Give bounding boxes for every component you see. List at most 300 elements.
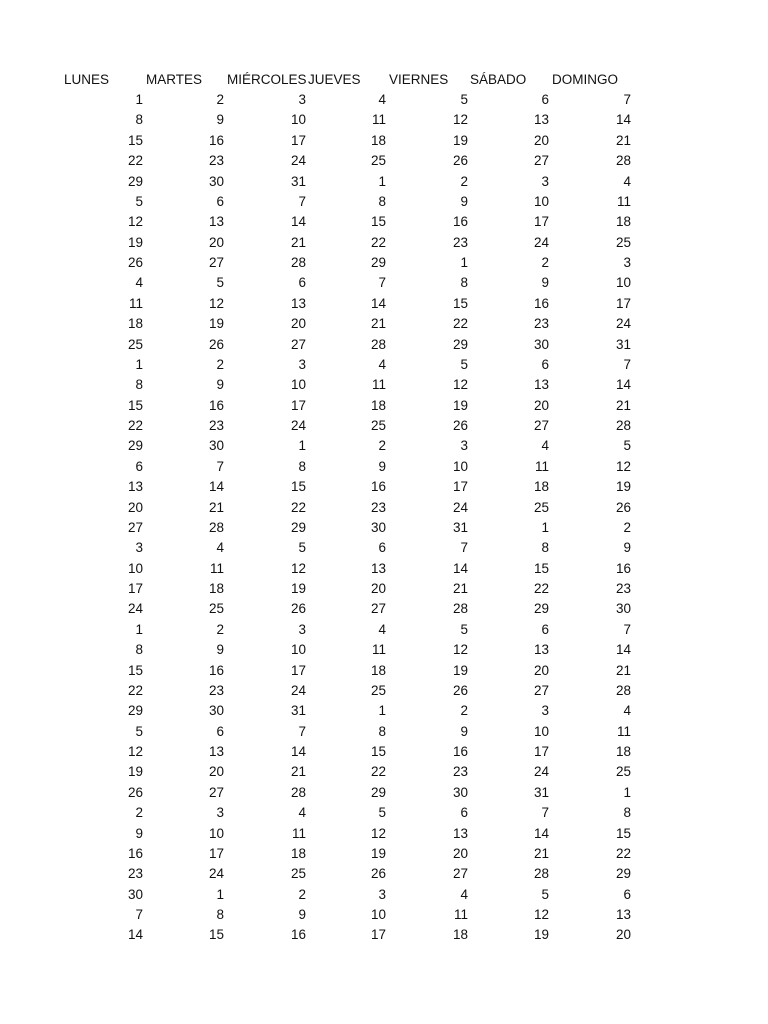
date-cell-miercoles: 14 [290, 744, 306, 759]
date-cell-domingo: 17 [615, 295, 631, 311]
date-cell-martes: 3 [216, 805, 224, 821]
date-cell-miercoles: 28 [290, 784, 306, 800]
date-cell-viernes: 5 [460, 621, 468, 637]
date-cell-sabado: 14 [533, 825, 549, 841]
date-cell-viernes: 27 [452, 866, 468, 882]
date-cell-sabado: 6 [541, 621, 549, 637]
date-cell-miercoles: 7 [298, 723, 306, 739]
table-row [54, 477, 644, 497]
date-cell-martes: 26 [208, 336, 224, 352]
date-cell-domingo: 9 [623, 540, 631, 556]
table-row [54, 640, 644, 660]
date-cell-sabado: 24 [533, 764, 549, 780]
date-cell-viernes: 8 [460, 275, 468, 291]
date-cell-martes: 15 [208, 927, 224, 943]
date-cell-miercoles: 31 [290, 173, 306, 189]
date-cell-domingo: 4 [623, 703, 631, 719]
date-cell-viernes: 23 [452, 764, 468, 780]
table-row [54, 151, 644, 171]
date-cell-lunes: 6 [135, 458, 143, 474]
date-cell-miercoles: 15 [290, 479, 306, 495]
date-cell-domingo: 29 [615, 866, 631, 882]
date-cell-viernes: 19 [452, 662, 468, 678]
date-cell-martes: 6 [216, 723, 224, 739]
date-cell-viernes: 26 [452, 153, 468, 169]
table-row [54, 294, 644, 314]
date-cell-sabado: 20 [533, 132, 549, 148]
date-cell-lunes: 26 [127, 784, 143, 800]
date-cell-jueves: 11 [371, 377, 386, 393]
date-cell-miercoles: 25 [290, 866, 306, 882]
date-cell-jueves: 16 [370, 479, 386, 495]
date-cell-miercoles: 1 [298, 438, 306, 454]
date-cell-martes: 13 [208, 214, 224, 230]
table-row [54, 620, 644, 640]
date-cell-jueves: 20 [370, 581, 386, 596]
date-cell-jueves: 14 [370, 295, 386, 311]
date-cell-viernes: 16 [452, 214, 468, 230]
date-cell-sabado: 3 [541, 703, 549, 719]
date-cell-viernes: 15 [452, 295, 468, 311]
date-cell-jueves: 17 [370, 927, 386, 943]
date-cell-martes: 12 [208, 295, 224, 311]
date-cell-lunes: 5 [135, 193, 143, 209]
date-cell-lunes: 22 [127, 418, 143, 433]
date-cell-sabado: 13 [533, 112, 549, 128]
header-jueves: JUEVES [308, 72, 361, 87]
date-cell-martes: 30 [208, 173, 224, 189]
date-cell-sabado: 6 [541, 356, 549, 372]
date-cell-jueves: 11 [371, 642, 386, 658]
date-cell-martes: 4 [216, 540, 224, 556]
date-cell-domingo: 21 [615, 397, 631, 413]
date-cell-viernes: 5 [460, 92, 468, 107]
date-cell-sabado: 9 [541, 275, 549, 291]
date-cell-viernes: 30 [452, 784, 468, 800]
date-cell-jueves: 10 [370, 907, 386, 922]
date-cell-jueves: 25 [370, 682, 386, 698]
date-cell-sabado: 8 [541, 540, 549, 556]
date-cell-miercoles: 12 [290, 560, 306, 576]
date-cell-sabado: 3 [541, 173, 549, 189]
date-cell-jueves: 2 [378, 438, 386, 454]
date-cell-domingo: 12 [615, 458, 631, 474]
table-row [54, 314, 644, 334]
date-cell-domingo: 25 [615, 234, 631, 250]
date-cell-martes: 21 [208, 499, 224, 515]
date-cell-martes: 11 [209, 560, 224, 576]
date-cell-domingo: 7 [623, 92, 631, 107]
header-lunes: LUNES [64, 72, 110, 87]
header-miercoles: MIÉRCOLES [227, 72, 307, 87]
date-cell-jueves: 7 [378, 275, 386, 291]
table-row [54, 192, 644, 212]
date-cell-domingo: 11 [616, 193, 631, 209]
date-cell-martes: 20 [208, 764, 224, 780]
date-cell-viernes: 26 [452, 418, 468, 433]
date-cell-jueves: 9 [378, 458, 386, 474]
table-row [54, 905, 644, 925]
table-row [54, 518, 644, 538]
date-cell-viernes: 2 [460, 703, 468, 719]
date-cell-viernes: 17 [452, 479, 468, 495]
table-row [54, 722, 644, 742]
date-cell-lunes: 22 [127, 682, 143, 698]
date-cell-viernes: 12 [452, 112, 468, 128]
date-cell-viernes: 20 [452, 845, 468, 861]
date-cell-lunes: 1 [135, 356, 143, 372]
date-cell-lunes: 10 [127, 560, 143, 576]
date-cell-martes: 7 [216, 458, 224, 474]
date-cell-miercoles: 3 [298, 92, 306, 107]
date-cell-martes: 30 [208, 703, 224, 719]
date-cell-miercoles: 17 [290, 397, 306, 413]
date-cell-jueves: 5 [378, 805, 386, 821]
date-cell-viernes: 31 [452, 519, 468, 535]
table-row [54, 375, 644, 395]
date-cell-lunes: 5 [135, 723, 143, 739]
date-cell-viernes: 12 [452, 642, 468, 658]
date-cell-lunes: 20 [127, 499, 143, 515]
date-cell-viernes: 4 [460, 886, 468, 902]
table-row [54, 233, 644, 253]
table-row [54, 457, 644, 477]
date-cell-domingo: 14 [615, 377, 631, 393]
date-cell-viernes: 16 [452, 744, 468, 759]
date-cell-domingo: 8 [623, 805, 631, 821]
table-row [54, 885, 644, 905]
weekday-header-row [54, 70, 644, 90]
date-cell-lunes: 11 [128, 295, 143, 311]
date-cell-sabado: 16 [533, 295, 549, 311]
date-cell-jueves: 22 [370, 764, 386, 780]
date-cell-sabado: 15 [533, 560, 549, 576]
date-cell-martes: 14 [208, 479, 224, 495]
date-cell-domingo: 5 [623, 438, 631, 454]
table-row [54, 416, 644, 436]
date-cell-martes: 16 [208, 662, 224, 678]
date-cell-jueves: 1 [378, 703, 386, 719]
date-cell-lunes: 19 [127, 234, 143, 250]
date-cell-lunes: 12 [127, 214, 143, 230]
date-cell-jueves: 15 [370, 214, 386, 230]
date-cell-domingo: 28 [615, 682, 631, 698]
date-cell-viernes: 26 [452, 682, 468, 698]
date-cell-martes: 6 [216, 193, 224, 209]
table-row [54, 90, 644, 110]
date-cell-viernes: 18 [452, 927, 468, 943]
date-cell-sabado: 5 [541, 886, 549, 902]
date-cell-miercoles: 26 [290, 601, 306, 617]
date-cell-domingo: 18 [615, 214, 631, 230]
date-cell-domingo: 20 [615, 927, 631, 943]
date-cell-lunes: 8 [135, 642, 143, 658]
date-cell-sabado: 11 [534, 458, 549, 474]
date-cell-viernes: 3 [460, 438, 468, 454]
table-row [54, 579, 644, 599]
date-cell-viernes: 24 [452, 499, 468, 515]
date-cell-miercoles: 9 [298, 907, 306, 922]
date-cell-martes: 23 [208, 153, 224, 169]
date-cell-lunes: 13 [127, 479, 143, 495]
date-cell-lunes: 24 [127, 601, 143, 617]
date-cell-lunes: 18 [127, 316, 143, 332]
date-cell-jueves: 6 [378, 540, 386, 556]
date-cell-sabado: 30 [533, 336, 549, 352]
date-cell-sabado: 17 [533, 214, 549, 230]
date-cell-sabado: 10 [533, 723, 549, 739]
date-cell-jueves: 27 [370, 601, 386, 617]
date-cell-viernes: 11 [453, 907, 468, 922]
date-cell-sabado: 20 [533, 662, 549, 678]
date-cell-miercoles: 4 [298, 805, 306, 821]
date-cell-domingo: 14 [615, 112, 631, 128]
table-row [54, 355, 644, 375]
date-cell-martes: 2 [216, 92, 224, 107]
date-cell-jueves: 23 [370, 499, 386, 515]
date-cell-jueves: 26 [370, 866, 386, 882]
table-row [54, 783, 644, 803]
date-cell-miercoles: 24 [290, 153, 306, 169]
date-cell-miercoles: 24 [290, 682, 306, 698]
table-row [54, 844, 644, 864]
date-cell-domingo: 31 [615, 336, 631, 352]
date-rows [54, 90, 644, 946]
date-cell-sabado: 22 [533, 581, 549, 596]
date-cell-domingo: 1 [623, 784, 631, 800]
date-cell-martes: 5 [216, 275, 224, 291]
header-sabado: SÁBADO [470, 72, 527, 87]
date-cell-viernes: 10 [452, 458, 468, 474]
table-row [54, 803, 644, 823]
date-cell-martes: 1 [216, 886, 224, 902]
date-cell-domingo: 13 [615, 907, 631, 922]
date-cell-miercoles: 10 [290, 642, 306, 658]
date-cell-jueves: 19 [370, 845, 386, 861]
date-cell-sabado: 21 [533, 845, 549, 861]
date-cell-jueves: 3 [378, 886, 386, 902]
date-cell-viernes: 9 [460, 723, 468, 739]
date-cell-lunes: 30 [127, 886, 143, 902]
date-cell-sabado: 18 [533, 479, 549, 495]
date-cell-viernes: 19 [452, 132, 468, 148]
date-cell-sabado: 31 [533, 784, 549, 800]
date-cell-jueves: 8 [378, 723, 386, 739]
date-cell-lunes: 12 [127, 744, 143, 759]
table-row [54, 864, 644, 884]
date-cell-miercoles: 29 [290, 519, 306, 535]
date-cell-miercoles: 18 [290, 845, 306, 861]
date-cell-viernes: 1 [460, 255, 468, 270]
date-cell-martes: 19 [208, 316, 224, 332]
table-row [54, 925, 644, 945]
date-cell-sabado: 13 [533, 642, 549, 658]
date-cell-martes: 2 [216, 621, 224, 637]
date-cell-domingo: 19 [615, 479, 631, 495]
date-cell-martes: 30 [208, 438, 224, 454]
date-cell-miercoles: 24 [290, 418, 306, 433]
date-cell-viernes: 19 [452, 397, 468, 413]
header-martes: MARTES [146, 72, 203, 87]
date-cell-martes: 28 [208, 519, 224, 535]
table-row [54, 498, 644, 518]
date-cell-jueves: 1 [378, 173, 386, 189]
date-cell-lunes: 23 [127, 866, 143, 882]
date-cell-lunes: 4 [135, 275, 143, 291]
date-cell-sabado: 6 [541, 92, 549, 107]
date-cell-miercoles: 19 [290, 581, 306, 596]
date-cell-viernes: 2 [460, 173, 468, 189]
date-cell-sabado: 29 [533, 601, 549, 617]
date-cell-jueves: 8 [378, 193, 386, 209]
date-cell-viernes: 9 [460, 193, 468, 209]
table-row [54, 212, 644, 232]
date-cell-viernes: 14 [452, 560, 468, 576]
date-cell-miercoles: 3 [298, 356, 306, 372]
date-cell-miercoles: 21 [290, 234, 306, 250]
date-cell-domingo: 24 [615, 316, 631, 332]
table-row [54, 396, 644, 416]
date-cell-domingo: 18 [615, 744, 631, 759]
date-cell-domingo: 4 [623, 173, 631, 189]
date-cell-sabado: 27 [533, 418, 549, 433]
date-cell-domingo: 16 [615, 560, 631, 576]
date-cell-sabado: 27 [533, 682, 549, 698]
date-cell-miercoles: 5 [298, 540, 306, 556]
date-cell-lunes: 3 [135, 540, 143, 556]
date-cell-jueves: 22 [370, 234, 386, 250]
date-cell-miercoles: 3 [298, 621, 306, 637]
date-cell-lunes: 7 [135, 907, 143, 922]
date-cell-lunes: 2 [135, 805, 143, 821]
date-cell-domingo: 23 [615, 581, 631, 596]
date-cell-viernes: 21 [452, 581, 468, 596]
date-cell-lunes: 26 [127, 255, 143, 270]
date-cell-domingo: 21 [615, 132, 631, 148]
date-cell-martes: 16 [208, 132, 224, 148]
calendar-sheet [54, 70, 644, 946]
date-cell-jueves: 13 [370, 560, 386, 576]
table-row [54, 110, 644, 130]
date-cell-martes: 23 [208, 418, 224, 433]
date-cell-martes: 23 [208, 682, 224, 698]
table-row [54, 273, 644, 293]
date-cell-sabado: 1 [541, 519, 549, 535]
date-cell-sabado: 7 [541, 805, 549, 821]
date-cell-martes: 9 [216, 642, 224, 658]
date-cell-jueves: 30 [370, 519, 386, 535]
date-cell-lunes: 9 [135, 825, 143, 841]
date-cell-domingo: 26 [615, 499, 631, 515]
date-cell-jueves: 4 [378, 621, 386, 637]
table-row [54, 681, 644, 701]
date-cell-miercoles: 7 [298, 193, 306, 209]
date-cell-sabado: 23 [533, 316, 549, 332]
date-cell-domingo: 3 [623, 255, 631, 270]
table-row [54, 742, 644, 762]
table-row [54, 599, 644, 619]
date-cell-lunes: 15 [127, 132, 143, 148]
table-row [54, 701, 644, 721]
date-cell-martes: 25 [208, 601, 224, 617]
date-cell-jueves: 29 [370, 784, 386, 800]
date-cell-lunes: 29 [127, 438, 143, 454]
date-cell-viernes: 13 [452, 825, 468, 841]
date-cell-lunes: 15 [127, 662, 143, 678]
date-cell-viernes: 5 [460, 356, 468, 372]
date-cell-sabado: 13 [533, 377, 549, 393]
table-row [54, 559, 644, 579]
table-row [54, 538, 644, 558]
date-cell-domingo: 30 [615, 601, 631, 617]
date-cell-miercoles: 20 [290, 316, 306, 332]
date-cell-domingo: 2 [623, 519, 631, 535]
date-cell-lunes: 25 [127, 336, 143, 352]
date-cell-lunes: 15 [127, 397, 143, 413]
date-cell-sabado: 25 [533, 499, 549, 515]
date-cell-miercoles: 22 [290, 499, 306, 515]
date-cell-lunes: 29 [127, 703, 143, 719]
date-cell-jueves: 18 [370, 662, 386, 678]
date-cell-viernes: 6 [460, 805, 468, 821]
date-cell-sabado: 19 [533, 927, 549, 943]
date-cell-sabado: 2 [541, 255, 549, 270]
table-row [54, 762, 644, 782]
date-cell-domingo: 14 [615, 642, 631, 658]
date-cell-lunes: 22 [127, 153, 143, 169]
date-cell-martes: 10 [208, 825, 224, 841]
date-cell-miercoles: 2 [298, 886, 306, 902]
date-cell-martes: 17 [208, 845, 224, 861]
date-cell-sabado: 27 [533, 153, 549, 169]
date-cell-sabado: 24 [533, 234, 549, 250]
date-cell-lunes: 1 [135, 92, 143, 107]
date-cell-sabado: 28 [533, 866, 549, 882]
date-cell-jueves: 12 [370, 825, 386, 841]
date-cell-martes: 20 [208, 234, 224, 250]
date-cell-martes: 8 [216, 907, 224, 922]
date-cell-martes: 18 [208, 581, 224, 596]
date-cell-martes: 9 [216, 112, 224, 128]
date-cell-jueves: 28 [370, 336, 386, 352]
date-cell-martes: 27 [208, 255, 224, 270]
table-row [54, 824, 644, 844]
date-cell-domingo: 28 [615, 153, 631, 169]
table-row [54, 661, 644, 681]
date-cell-viernes: 7 [460, 540, 468, 556]
date-cell-domingo: 7 [623, 356, 631, 372]
date-cell-jueves: 25 [370, 418, 386, 433]
date-cell-miercoles: 28 [290, 255, 306, 270]
date-cell-domingo: 21 [615, 662, 631, 678]
date-cell-jueves: 25 [370, 153, 386, 169]
table-row [54, 335, 644, 355]
date-cell-lunes: 1 [135, 621, 143, 637]
date-cell-lunes: 8 [135, 112, 143, 128]
date-cell-lunes: 14 [127, 927, 143, 943]
date-cell-martes: 16 [208, 397, 224, 413]
date-cell-jueves: 29 [370, 255, 386, 270]
date-cell-lunes: 16 [127, 845, 143, 861]
date-cell-sabado: 12 [533, 907, 549, 922]
date-cell-miercoles: 10 [290, 377, 306, 393]
date-cell-jueves: 11 [371, 112, 386, 128]
table-row [54, 131, 644, 151]
date-cell-miercoles: 6 [298, 275, 306, 291]
date-cell-sabado: 10 [533, 193, 549, 209]
date-cell-martes: 13 [208, 744, 224, 759]
date-cell-martes: 2 [216, 356, 224, 372]
